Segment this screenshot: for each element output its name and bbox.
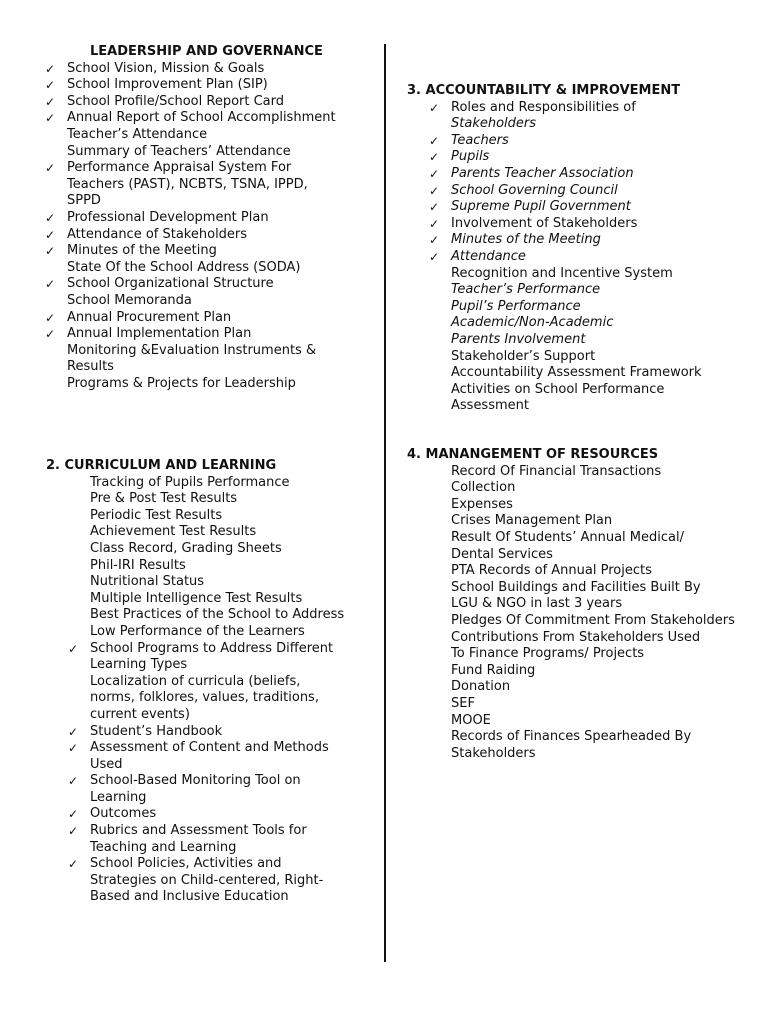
list-item-text: Phil-IRI Results [90,557,186,573]
list-item-text: Pledges Of Commitment From Stakeholders [451,612,735,628]
checkmark-icon: ✓ [45,78,56,93]
list-item [386,199,768,216]
list-item-text: Summary of Teachers’ Attendance [67,143,291,159]
list-item-text: Recognition and Incentive System [451,265,673,281]
checkmark-icon: ✓ [45,227,56,242]
checkmark-icon: ✓ [429,216,440,231]
list-item-text: SPPD [67,193,101,209]
list-item-text: Achievement Test Results [90,524,257,540]
list-item [386,530,768,547]
list-item-text: Pupil’s Performance [451,298,581,314]
list-item [386,613,768,630]
list-item [0,707,384,724]
list-item [386,315,768,332]
list-item-text: School-Based Monitoring Tool on [90,773,301,789]
list-item-text: LGU & NGO in last 3 years [451,596,623,612]
list-item-text: Contributions From Stakeholders Used [451,629,701,645]
list-item-text: Rubrics and Assessment Tools for [90,823,307,839]
checkmark-icon: ✓ [45,277,56,292]
list-item-text: Based and Inclusive Education [90,889,289,905]
checkmark-icon: ✓ [429,183,440,198]
list-item-text: Teaching and Learning [90,839,237,855]
list-item-text: Result Of Students’ Annual Medical/ [451,529,684,545]
list-item [0,724,384,741]
list-item [386,696,768,713]
list-item [0,558,384,575]
list-item [386,630,768,647]
list-item [0,376,384,393]
list-item-text: Nutritional Status [90,574,205,590]
list-item [386,116,768,133]
list-item-text: Stakeholder’s Support [451,348,596,364]
list-item [0,243,384,260]
list-item-text: School Programs to Address Different [90,640,334,656]
list-item-text: School Profile/School Report Card [67,93,285,109]
list-item [386,282,768,299]
list-item [0,359,384,376]
list-item [386,149,768,166]
section-heading: 2. CURRICULUM AND LEARNING [46,458,277,473]
list-item-text: Record Of Financial Transactions [451,463,662,479]
checkmark-icon: ✓ [45,61,56,76]
list-item [386,580,768,597]
list-item [0,77,384,94]
list-item-text: Fund Raiding [451,662,536,678]
list-item [386,183,768,200]
list-item [386,563,768,580]
checkmark-icon: ✓ [429,249,440,264]
list-item [0,144,384,161]
list-item-text: Best Practices of the School to Address [90,607,345,623]
list-item [0,823,384,840]
list-item [386,100,768,117]
list-item [0,210,384,227]
list-item [386,266,768,283]
list-item [0,757,384,774]
list-item-text: School Improvement Plan (SIP) [67,77,268,93]
list-item-text: Accountability Assessment Framework [451,365,702,381]
list-item [0,591,384,608]
list-item-text: School Memoranda [67,292,192,308]
list-item [0,641,384,658]
list-item [0,276,384,293]
checkmark-icon: ✓ [68,857,79,872]
list-item [386,480,768,497]
list-item-text: Involvement of Stakeholders [451,215,638,231]
checkmark-icon: ✓ [45,210,56,225]
list-item-text: Pupils [451,149,490,165]
list-item [386,216,768,233]
list-item-text: Strategies on Child-centered, Right- [90,872,324,888]
list-item [0,94,384,111]
list-item-text: Annual Implementation Plan [67,326,252,342]
list-item [386,746,768,763]
checkmark-icon: ✓ [45,327,56,342]
checkmark-icon: ✓ [429,133,440,148]
list-item [0,773,384,790]
list-item [0,127,384,144]
list-item-text: Teachers [451,132,509,148]
list-item [0,293,384,310]
list-item-text: PTA Records of Annual Projects [451,563,652,579]
checkmark-icon: ✓ [68,807,79,822]
list-item-text: Attendance [451,248,526,264]
checkmark-icon: ✓ [68,724,79,739]
list-item-text: Minutes of the Meeting [67,243,217,259]
section-list [0,475,384,906]
list-item-text: Parents Teacher Association [451,165,634,181]
list-item-text: Assessment of Content and Methods [90,740,329,756]
list-item [0,110,384,127]
list-item [0,177,384,194]
section-leadership-governance [0,44,384,392]
list-item-text: Expenses [451,496,513,512]
list-item-text: Collection [451,480,516,496]
list-item-text: Localization of curricula (beliefs, [90,673,301,689]
list-item [0,491,384,508]
section-list [386,464,768,763]
list-item [0,657,384,674]
list-item [0,840,384,857]
list-item [386,332,768,349]
list-item [386,713,768,730]
list-item [386,547,768,564]
list-item-text: Minutes of the Meeting [451,232,601,248]
checkmark-icon: ✓ [429,150,440,165]
section-heading: 4. MANANGEMENT OF RESOURCES [407,447,659,462]
list-item-text: Teacher’s Attendance [67,126,208,142]
list-item-text: current events) [90,706,190,722]
list-item-text: Records of Finances Spearheaded By [451,729,692,745]
list-item-text: Multiple Intelligence Test Results [90,590,303,606]
list-item [386,513,768,530]
list-item-text: Academic/Non-Academic [451,315,614,331]
list-item-text: Student’s Handbook [90,723,223,739]
list-item [0,806,384,823]
list-item-text: Learning [90,789,147,805]
list-item [0,624,384,641]
list-item [386,596,768,613]
section-accountability-improvement [386,83,768,415]
list-item [0,607,384,624]
list-item-text: Learning Types [90,657,188,673]
list-item [0,873,384,890]
list-item [0,690,384,707]
list-item-text: Dental Services [451,546,553,562]
list-item-text: Assessment [451,398,529,414]
checkmark-icon: ✓ [429,200,440,215]
list-item [0,475,384,492]
list-item [386,398,768,415]
checkmark-icon: ✓ [429,166,440,181]
list-item-text: Stakeholders [451,116,537,132]
list-item-text: Supreme Pupil Government [451,199,631,215]
list-item [386,679,768,696]
list-item-text: School Buildings and Facilities Built By [451,579,701,595]
list-item [0,856,384,873]
list-item [386,663,768,680]
list-item-text: Periodic Test Results [90,507,223,523]
checkmark-icon: ✓ [68,774,79,789]
section-list [0,61,384,393]
checkmark-icon: ✓ [45,161,56,176]
list-item [0,574,384,591]
list-item-text: Tracking of Pupils Performance [90,474,290,490]
list-item [0,310,384,327]
checkmark-icon: ✓ [429,233,440,248]
list-item [0,160,384,177]
list-item-text: Class Record, Grading Sheets [90,540,282,556]
list-item [386,497,768,514]
checkmark-icon: ✓ [45,111,56,126]
list-item [0,326,384,343]
list-item [386,232,768,249]
checkmark-icon: ✓ [45,94,56,109]
list-item-text: SEF [451,695,475,711]
list-item-text: Teachers (PAST), NCBTS, TSNA, IPPD, [67,176,308,192]
list-item [386,382,768,399]
list-item [386,349,768,366]
list-item-text: School Governing Council [451,182,618,198]
section-heading: 3. ACCOUNTABILITY & IMPROVEMENT [407,83,681,98]
section-management-resources [386,447,768,762]
list-item-text: Crises Management Plan [451,513,613,529]
section-heading: LEADERSHIP AND GOVERNANCE [90,44,323,59]
list-item-text: Performance Appraisal System For [67,160,292,176]
list-item [386,646,768,663]
list-item [386,365,768,382]
list-item-text: School Organizational Structure [67,276,274,292]
checkmark-icon: ✓ [45,310,56,325]
list-item-text: Low Performance of the Learners [90,623,305,639]
list-item-text: To Finance Programs/ Projects [451,646,645,662]
list-item-text: Teacher’s Performance [451,282,601,298]
list-item [0,790,384,807]
list-item-text: Donation [451,679,511,695]
checkmark-icon: ✓ [68,641,79,656]
list-item-text: Professional Development Plan [67,209,269,225]
list-item [386,133,768,150]
list-item-text: State Of the School Address (SODA) [67,259,301,275]
list-item-text: Results [67,359,114,375]
list-item [0,260,384,277]
list-item-text: Monitoring &Evaluation Instruments & [67,342,317,358]
section-curriculum-learning [0,458,384,906]
checkmark-icon: ✓ [45,244,56,259]
list-item-text: norms, folklores, values, traditions, [90,690,319,706]
list-item [0,227,384,244]
list-item-text: Activities on School Performance [451,381,665,397]
list-item [386,249,768,266]
checkmark-icon: ✓ [68,741,79,756]
list-item-text: Stakeholders [451,745,536,761]
list-item [386,464,768,481]
list-item [0,61,384,78]
checkmark-icon: ✓ [68,824,79,839]
list-item [0,508,384,525]
list-item-text: Annual Procurement Plan [67,309,232,325]
list-item-text: School Policies, Activities and [90,856,282,872]
list-item [0,193,384,210]
list-item-text: Pre & Post Test Results [90,491,238,507]
list-item-text: MOOE [451,712,491,728]
list-item [0,343,384,360]
list-item [0,740,384,757]
list-item-text: School Vision, Mission & Goals [67,60,265,76]
list-item [0,889,384,906]
list-item [0,674,384,691]
list-item-text: Parents Involvement [451,331,586,347]
list-item-text: Programs & Projects for Leadership [67,375,296,391]
list-item-text: Outcomes [90,806,157,822]
list-item [0,524,384,541]
checkmark-icon: ✓ [429,100,440,115]
section-list [386,100,768,415]
list-item [386,729,768,746]
list-item [0,541,384,558]
list-item-text: Attendance of Stakeholders [67,226,248,242]
list-item-text: Roles and Responsibilities of [451,99,636,115]
list-item [386,299,768,316]
list-item-text: Annual Report of School Accomplishment [67,110,336,126]
list-item [386,166,768,183]
list-item-text: Used [90,756,123,772]
